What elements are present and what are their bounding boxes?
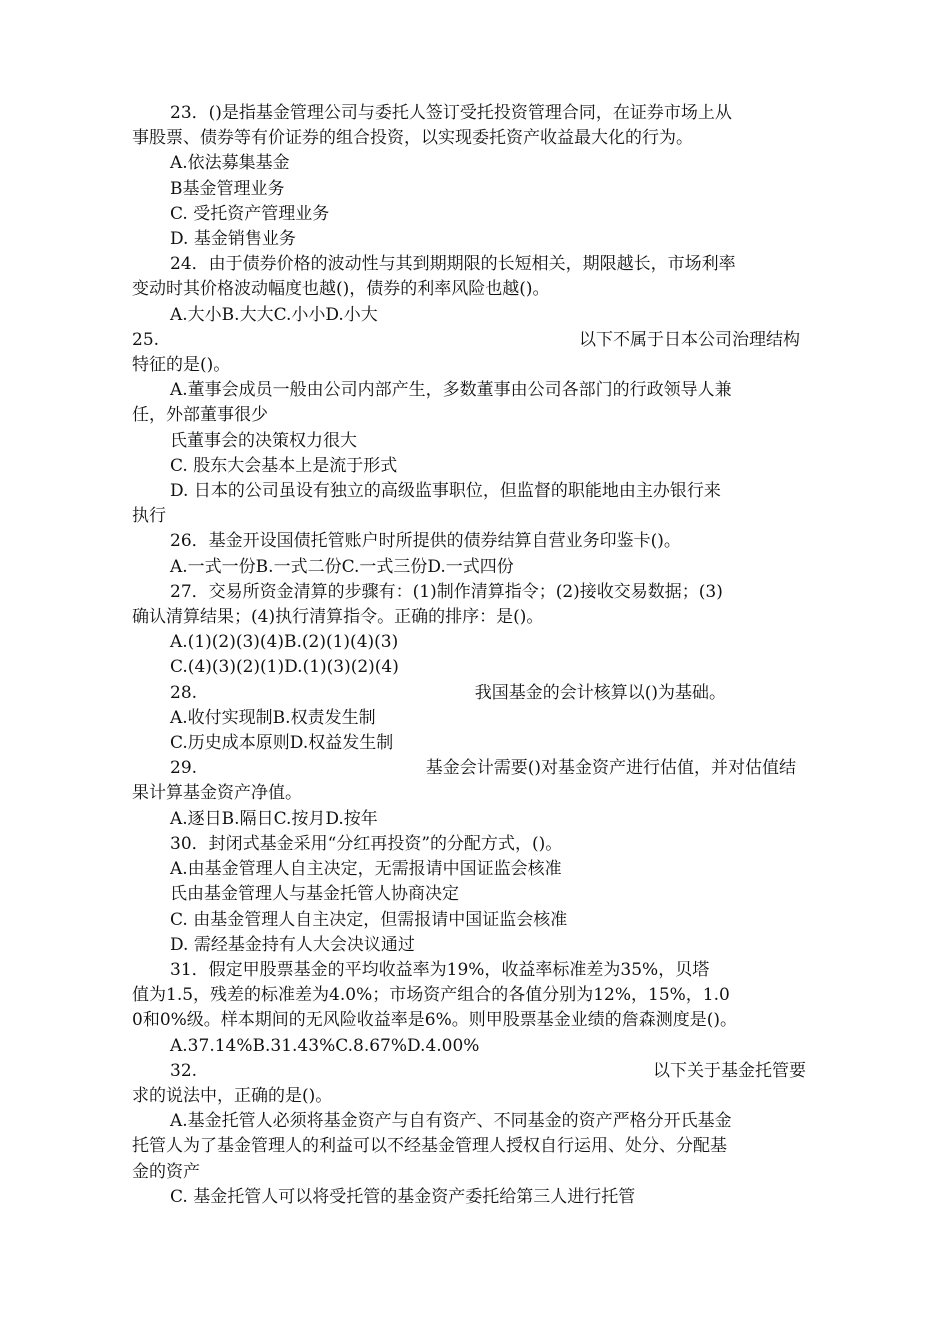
question-25-option-d-line-1: D. 日本的公司虽设有独立的高级监事职位，但监督的职能地由主办银行来: [170, 481, 721, 502]
question-30-option-b: 氏由基金管理人与基金托管人协商决定: [170, 884, 459, 905]
question-26-stem: 26．基金开设国债托管账户时所提供的债券结算自营业务印鉴卡()。: [170, 531, 681, 552]
question-31-options: A.37.14%B.31.43%C.8.67%D.4.00%: [170, 1035, 480, 1056]
question-32-option-c: C. 基金托管人可以将受托管的基金资产委托给第三人进行托管: [170, 1186, 636, 1207]
question-23-option-d: D. 基金销售业务: [170, 229, 296, 250]
question-28-options-ab: A.收付实现制B.权责发生制: [170, 707, 376, 728]
question-32-line-2: 求的说法中，正确的是()。: [132, 1085, 333, 1106]
question-25-option-a-line-1: A.董事会成员一般由公司内部产生，多数董事由公司各部门的行政领导人兼: [170, 380, 732, 401]
question-29-line-1: [132, 756, 818, 781]
question-27-options-ab: A.(1)(2)(3)(4)B.(2)(1)(4)(3): [170, 632, 399, 653]
question-27-line-1: 27．交易所资金清算的步骤有：(1)制作清算指令；(2)接收交易数据；(3): [170, 581, 723, 602]
question-29-number: 29.: [170, 758, 198, 779]
question-28-number: 28.: [170, 682, 198, 703]
question-23-line-2: 事股票、债券等有价证券的组合投资，以实现委托资产收益最大化的行为。: [132, 128, 693, 149]
document-body: [132, 101, 818, 1210]
question-30-option-c: C. 由基金管理人自主决定，但需报请中国证监会核准: [170, 909, 568, 930]
question-28-options-cd: C.历史成本原则D.权益发生制: [170, 733, 394, 754]
question-27-line-2: 确认清算结果；(4)执行清算指令。正确的排序：是()。: [132, 607, 544, 628]
question-25-option-d-line-2: 执行: [132, 506, 166, 527]
question-23-option-c: C. 受托资产管理业务: [170, 203, 330, 224]
question-29-stem-start: 基金会计需要()对基金资产进行估值，并对估值结: [425, 758, 796, 779]
question-32-option-b-line-3: 金的资产: [132, 1161, 200, 1182]
question-31-line-1: 31．假定甲股票基金的平均收益率为19%，收益率标准差为35%，贝塔: [170, 959, 710, 980]
question-31-line-3: 0和0%级。样本期间的无风险收益率是6%。则甲股票基金业绩的詹森测度是()。: [132, 1010, 738, 1031]
question-25-line-2: 特征的是()。: [132, 355, 231, 376]
question-23-line-1: 23．()是指基金管理公司与委托人签订受托投资管理合同，在证券市场上从: [170, 103, 732, 123]
question-25-option-c: C. 股东大会基本上是流于形式: [170, 455, 398, 476]
question-25-number: 25.: [132, 329, 160, 350]
question-29-line-2: 果计算基金资产净值。: [132, 783, 302, 804]
question-25-option-a-line-2: 任，外部董事很少: [132, 405, 268, 426]
question-26-options: A.一式一份B.一式二份C.一式三份D.一式四份: [170, 556, 514, 577]
question-30-stem: 30．封闭式基金采用“分红再投资”的分配方式，()。: [170, 833, 563, 854]
question-24-line-1: 24．由于债券价格的波动性与其到期期限的长短相关，期限越长，市场利率: [170, 254, 736, 275]
question-24-line-2: 变动时其价格波动幅度也越()，债券的利率风险也越()。: [132, 279, 550, 300]
question-31-line-2: 值为1.5，残差的标准差为4.0%；市场资产组合的各值分别为12%，15%，1.0: [132, 985, 730, 1006]
question-23-option-b: B基金管理业务: [170, 178, 285, 199]
question-32-option-a-b-line-1: A.基金托管人必须将基金资产与自有资产、不同基金的资产严格分开氏基金: [170, 1111, 732, 1132]
question-32-option-b-line-2: 托管人为了基金管理人的利益可以不经基金管理人授权自行运用、处分、分配基: [132, 1136, 727, 1157]
question-30-option-a: A.由基金管理人自主决定，无需报请中国证监会核准: [170, 859, 562, 880]
question-28-stem-text: 我国基金的会计核算以()为基础。: [474, 682, 726, 703]
question-32-line-1: [132, 1059, 818, 1084]
question-30-option-d: D. 需经基金持有人大会决议通过: [170, 934, 415, 955]
question-23-option-a: A.依法募集基金: [170, 153, 290, 174]
question-32-number: 32.: [170, 1060, 198, 1081]
question-25-line-1: [132, 328, 818, 353]
question-32-stem-start: 以下关于基金托管要: [653, 1060, 806, 1081]
question-25-option-b: 氏董事会的决策权力很大: [170, 430, 357, 451]
question-29-options: A.逐日B.隔日C.按月D.按年: [170, 808, 378, 829]
question-28-stem: [132, 681, 818, 706]
question-27-options-cd: C.(4)(3)(2)(1)D.(1)(3)(2)(4): [170, 657, 399, 678]
question-25-stem-start: 以下不属于日本公司治理结构: [579, 329, 800, 350]
question-24-options: A.大小B.大大C.小小D.小大: [170, 304, 378, 325]
